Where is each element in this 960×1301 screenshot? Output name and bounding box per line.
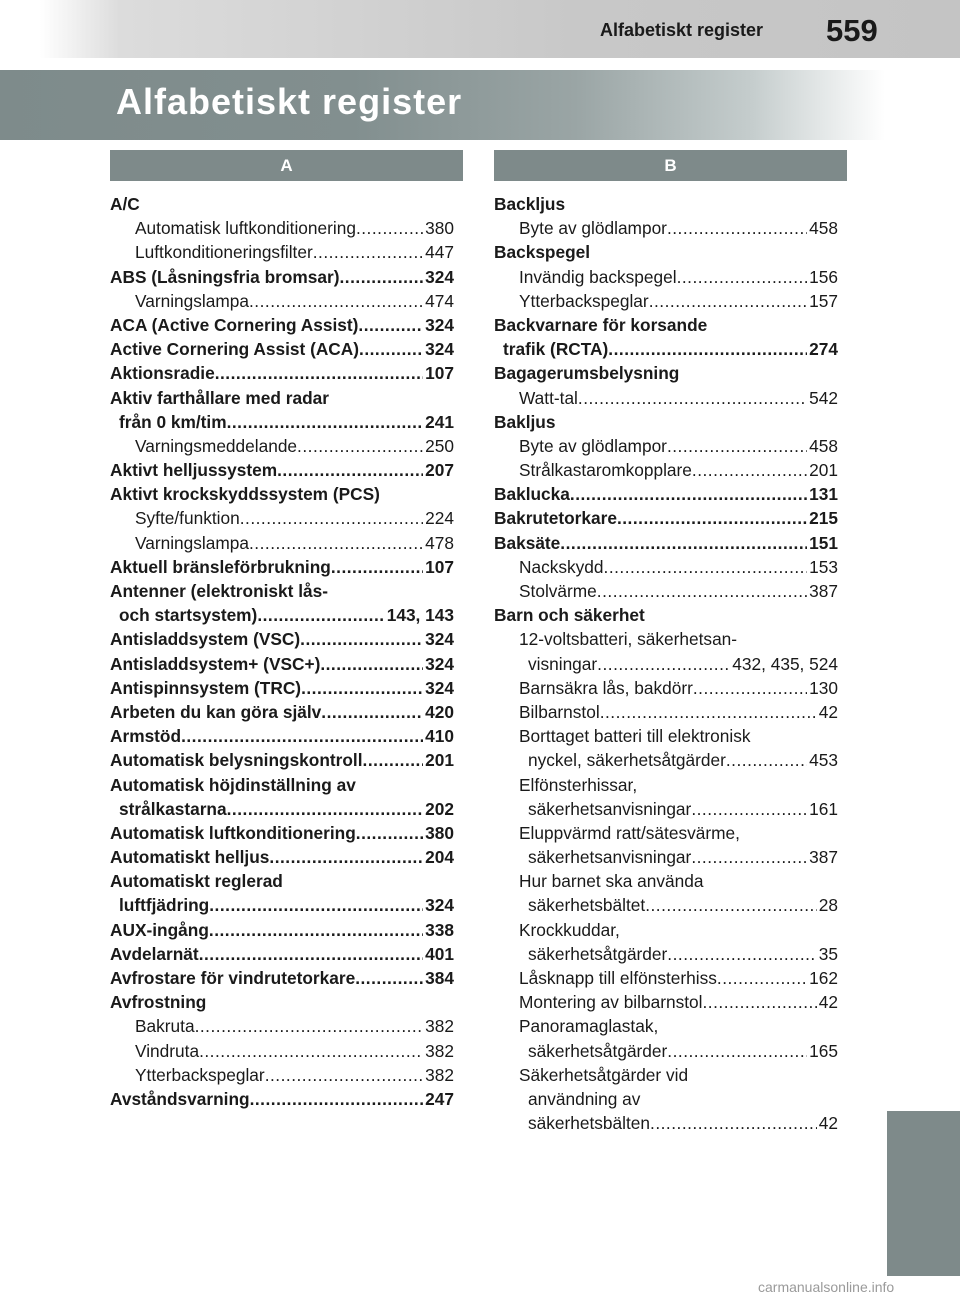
index-entry (110, 918, 454, 942)
index-entry (494, 386, 838, 410)
index-entry-term: ABS (Låsningsfria bromsar) (110, 266, 340, 287)
index-entry-page: 453 (809, 750, 838, 771)
index-entry-page: 324 (425, 895, 454, 916)
index-entry (110, 773, 454, 797)
dot-leader (331, 555, 423, 579)
dot-leader (600, 700, 817, 724)
index-entry-term: Backspegel (494, 242, 591, 263)
index-entry-term: Krockkuddar, (519, 919, 620, 940)
section-header-b: B (494, 150, 847, 181)
index-entry-page: 162 (809, 968, 838, 988)
index-entry-term: Antenner (elektroniskt lås- (110, 581, 328, 601)
index-entry-term: nyckel, säkerhetsåtgärder (528, 750, 726, 771)
index-entry-page: 324 (425, 339, 454, 360)
index-entry-term: Byte av glödlampor (519, 435, 667, 456)
index-entry-term: användning av (528, 1088, 641, 1109)
index-entry-term: Automatisk luftkonditionering (135, 218, 356, 239)
index-entry (110, 579, 454, 603)
index-entry-page: 382 (425, 1040, 454, 1061)
dot-leader (249, 531, 423, 555)
index-entry-page: 324 (425, 677, 454, 698)
dot-leader (692, 458, 807, 482)
index-entry-page: 380 (425, 218, 454, 239)
index-entry (110, 458, 454, 482)
dot-leader (717, 966, 807, 990)
index-entry-page: 107 (425, 363, 454, 384)
dot-leader (209, 893, 423, 917)
index-entry-page: 201 (425, 750, 454, 771)
index-entry (494, 700, 838, 724)
dot-leader (227, 797, 424, 821)
index-entry-term: säkerhetsanvisningar (528, 847, 692, 868)
index-entry-term: Arbeten du kan göra själv (110, 701, 322, 722)
index-entry-term: Låsknapp till elfönsterhiss (519, 968, 717, 988)
side-thumb-tab (887, 1111, 960, 1276)
index-entry (110, 700, 454, 724)
index-entry (494, 458, 838, 482)
index-entry (494, 869, 838, 893)
dot-leader (215, 361, 423, 385)
dot-leader (249, 289, 423, 313)
index-entry-page: 250 (425, 435, 454, 456)
index-entry-term: Automatisk luftkonditionering (110, 822, 356, 843)
index-entry-term: säkerhetsbältet (528, 895, 646, 916)
index-entry (494, 918, 838, 942)
index-entry (494, 797, 838, 821)
index-entry (494, 821, 838, 845)
index-entry-term: Baksäte (494, 532, 561, 553)
dot-leader (677, 265, 808, 289)
index-entry-page: 324 (425, 266, 454, 287)
index-entry-page: 401 (425, 943, 454, 964)
index-entry-term: Active Cornering Assist (ACA) (110, 339, 360, 360)
index-entry-page: 130 (809, 677, 838, 698)
index-entry-page: 151 (809, 532, 838, 553)
index-entry-term: Automatisk höjdinställning av (110, 774, 356, 795)
dot-leader (667, 216, 807, 240)
index-entry-page: 156 (809, 266, 838, 287)
index-entry-term: säkerhetsanvisningar (528, 798, 692, 819)
index-entry-term: säkerhetsåtgärder (528, 943, 668, 964)
index-entry-term: Hur barnet ska använda (519, 871, 704, 892)
index-entry (110, 192, 454, 216)
index-entry-term: Bagagerumsbelysning (494, 363, 680, 384)
index-entry (110, 1063, 454, 1087)
index-column-a (110, 192, 454, 1111)
index-entry (494, 652, 838, 676)
dot-leader (199, 1039, 423, 1063)
index-entry-page: 247 (425, 1088, 454, 1109)
index-entry-term: ACA (Active Cornering Assist) (110, 314, 359, 335)
index-entry-term: Montering av bilbarnstol (519, 992, 703, 1013)
index-entry-term: Aktivt helljussystem (110, 460, 278, 481)
index-entry-term: Nackskydd (519, 556, 604, 577)
index-entry (494, 482, 838, 506)
index-entry-page: 324 (425, 653, 454, 674)
index-entry (110, 652, 454, 676)
index-entry-page: 542 (809, 387, 838, 408)
index-entry-page: 432, 435, 524 (732, 653, 838, 674)
index-entry (494, 361, 838, 385)
dot-leader (693, 676, 807, 700)
index-entry (110, 627, 454, 651)
index-entry-page: 382 (425, 1016, 454, 1037)
dot-leader (355, 966, 423, 990)
index-entry (110, 313, 454, 337)
index-entry-term: Watt-tal (519, 387, 578, 408)
index-entry-term: säkerhetsåtgärder (528, 1040, 668, 1061)
dot-leader (691, 797, 807, 821)
index-entry-term: Aktivt krockskyddssystem (PCS) (110, 484, 380, 505)
section-header-a: A (110, 150, 463, 181)
index-entry-term: Armstöd (110, 726, 182, 747)
dot-leader (667, 1039, 807, 1063)
dot-leader (297, 434, 423, 458)
index-entry-page: 215 (809, 508, 838, 529)
dot-leader (560, 531, 807, 555)
index-entry (494, 676, 838, 700)
dot-leader (181, 724, 423, 748)
index-entry (494, 506, 838, 530)
index-entry-page: 131 (809, 484, 838, 505)
index-entry (494, 216, 838, 240)
index-entry-page: 324 (425, 314, 454, 335)
dot-leader (702, 990, 816, 1014)
dot-leader (321, 700, 423, 724)
index-entry (494, 1111, 838, 1135)
index-entry-page: 382 (425, 1064, 454, 1085)
dot-leader (578, 386, 807, 410)
dot-leader (277, 458, 423, 482)
index-entry (110, 482, 454, 506)
dot-leader (667, 434, 807, 458)
dot-leader (645, 893, 817, 917)
index-entry-page: 447 (425, 242, 454, 263)
index-entry-page: 28 (818, 895, 838, 916)
index-entry-term: Elfönsterhissar, (519, 774, 638, 795)
index-entry-term: Säkerhetsåtgärder vid (519, 1064, 689, 1085)
index-entry-page: 241 (425, 411, 454, 432)
index-entry (494, 337, 838, 361)
index-entry-term: Barn och säkerhet (494, 605, 645, 626)
index-entry-term: Aktiv farthållare med radar (110, 387, 329, 408)
dot-leader (269, 845, 423, 869)
index-entry-page: 42 (818, 1113, 838, 1134)
index-entry-term: Syfte/funktion (135, 508, 240, 529)
running-header-title: Alfabetiskt register (600, 20, 764, 40)
index-entry (494, 410, 838, 434)
index-entry (494, 240, 838, 264)
index-entry-term: Backljus (494, 194, 566, 214)
index-entry (110, 289, 454, 313)
index-entry (494, 531, 838, 555)
index-entry (110, 990, 454, 1014)
index-entry-term: Avståndsvarning (110, 1088, 250, 1109)
index-entry-term: Eluppvärmd ratt/sätesvärme, (519, 822, 740, 843)
index-entry-term: Varningsmeddelande (135, 435, 298, 456)
index-entry-term: Avdelarnät (110, 943, 199, 964)
index-entry-term: Barnsäkra lås, bakdörr (519, 677, 693, 698)
index-entry (494, 1039, 838, 1063)
index-entry-page: 458 (809, 218, 838, 239)
index-entry-page: 161 (809, 798, 838, 819)
dot-leader (227, 410, 424, 434)
index-entry-term: Ytterbackspeglar (135, 1064, 265, 1085)
dot-leader (250, 1087, 424, 1111)
dot-leader (199, 942, 423, 966)
index-entry-page: 324 (425, 629, 454, 650)
index-entry-term: Vindruta (135, 1040, 200, 1061)
index-entry-term: visningar (528, 653, 598, 674)
index-entry (110, 1087, 454, 1111)
index-entry-page: 458 (809, 435, 838, 456)
index-entry (494, 1063, 838, 1087)
index-entry (110, 748, 454, 772)
index-entry-page: 202 (425, 798, 454, 819)
index-entry (494, 748, 838, 772)
index-entry-page: 207 (425, 460, 454, 481)
index-entry (494, 555, 838, 579)
index-entry (110, 724, 454, 748)
index-entry-term: Avfrostare för vindrutetorkare (110, 968, 356, 988)
index-entry-page: 42 (818, 701, 838, 722)
index-entry (110, 966, 454, 990)
index-entry (110, 216, 454, 240)
index-entry-page: 165 (809, 1040, 838, 1061)
dot-leader (358, 313, 423, 337)
dot-leader (570, 482, 807, 506)
index-entry-term: Stolvärme (519, 581, 597, 601)
dot-leader (313, 240, 423, 264)
index-entry-term: Borttaget batteri till elektronisk (519, 726, 751, 747)
index-entry-page: 224 (425, 508, 454, 529)
index-entry-term: Avfrostning (110, 992, 207, 1013)
dot-leader (301, 676, 423, 700)
index-entry (494, 966, 838, 990)
index-entry-term: Aktuell bränsleförbrukning (110, 556, 331, 577)
index-entry (110, 555, 454, 579)
index-entry (494, 265, 838, 289)
index-entry-term: Automatisk belysningskontroll (110, 750, 363, 771)
index-entry-term: strålkastarna (119, 798, 227, 819)
index-entry (494, 434, 838, 458)
index-entry (110, 434, 454, 458)
index-entry-page: 387 (809, 847, 838, 868)
index-entry-page: 384 (425, 968, 454, 988)
dot-leader (726, 748, 807, 772)
dot-leader (650, 1111, 817, 1135)
index-entry (494, 893, 838, 917)
index-entry (110, 1039, 454, 1063)
top-bar (0, 0, 960, 58)
index-entry (110, 531, 454, 555)
dot-leader (356, 216, 423, 240)
index-entry-page: 107 (425, 556, 454, 577)
index-entry-term: A/C (110, 194, 140, 214)
index-entry-term: Bakruta (135, 1016, 195, 1037)
index-entry (494, 289, 838, 313)
index-entry-term: AUX-ingång (110, 919, 209, 940)
dot-leader (597, 579, 807, 603)
index-entry-term: Strålkastaromkopplare (519, 460, 692, 481)
dot-leader (265, 1063, 423, 1087)
index-entry-page: 204 (425, 847, 454, 868)
index-entry-term: Byte av glödlampor (519, 218, 667, 239)
index-entry-term: luftfjädring (119, 895, 210, 916)
index-entry (110, 797, 454, 821)
index-entry-page: 478 (425, 532, 454, 553)
index-entry-term: Antisladdsystem+ (VSC+) (110, 653, 321, 674)
dot-leader (300, 627, 423, 651)
dot-leader (240, 506, 423, 530)
index-entry-page: 274 (809, 339, 838, 360)
index-entry-term: Aktionsradie (110, 363, 215, 384)
index-entry (494, 942, 838, 966)
index-entry (494, 773, 838, 797)
index-entry (494, 1087, 838, 1111)
index-entry (494, 313, 838, 337)
index-entry-page: 474 (425, 290, 454, 311)
page-number: 559 (826, 13, 878, 48)
dot-leader (617, 506, 807, 530)
index-entry-term: Backvarnare för korsande (494, 314, 708, 335)
index-entry-term: Varningslampa (135, 532, 249, 553)
dot-leader (320, 652, 423, 676)
index-entry-term: trafik (RCTA) (503, 339, 609, 360)
index-entry (494, 990, 838, 1014)
index-entry (110, 845, 454, 869)
dot-leader (691, 845, 807, 869)
index-entry (110, 265, 454, 289)
index-entry (494, 627, 838, 651)
index-entry-page: 410 (425, 726, 454, 747)
index-entry (110, 603, 454, 627)
index-entry-term: 12-voltsbatteri, säkerhetsan- (519, 629, 738, 650)
index-entry (494, 845, 838, 869)
index-entry-term: Ytterbackspeglar (519, 290, 649, 311)
index-entry-term: från 0 km/tim (119, 411, 227, 432)
index-entry (110, 240, 454, 264)
index-entry (494, 724, 838, 748)
index-entry-term: Antisladdsystem (VSC) (110, 629, 301, 650)
page-title: Alfabetiskt register (116, 81, 463, 122)
index-entry-term: Bakljus (494, 411, 556, 432)
index-entry-term: Antispinnsystem (TRC) (110, 677, 302, 698)
index-entry (494, 603, 838, 627)
index-entry (110, 361, 454, 385)
dot-leader (257, 603, 384, 627)
index-entry-term: Automatiskt reglerad (110, 871, 283, 892)
dot-leader (649, 289, 807, 313)
index-entry-page: 380 (425, 822, 454, 843)
index-entry (110, 942, 454, 966)
index-entry (494, 1014, 838, 1038)
index-entry-term: Baklucka (494, 484, 570, 505)
watermark: carmanualsonline.info (758, 1279, 895, 1295)
index-entry (110, 1014, 454, 1038)
index-entry-page: 387 (809, 581, 838, 601)
index-entry-page: 143, 143 (386, 605, 454, 626)
dot-leader (597, 652, 730, 676)
index-entry-term: Bakrutetorkare (494, 508, 617, 529)
index-entry-page: 42 (818, 992, 838, 1013)
index-column-b (494, 192, 838, 1135)
index-entry-term: Luftkonditioneringsfilter (135, 242, 313, 263)
index-entry (494, 192, 838, 216)
dot-leader (356, 821, 423, 845)
index-entry-page: 420 (425, 701, 454, 722)
index-entry-page: 201 (809, 460, 838, 481)
dot-leader (608, 337, 807, 361)
index-entry (110, 869, 454, 893)
dot-leader (340, 265, 424, 289)
index-entry (110, 893, 454, 917)
dot-leader (604, 555, 808, 579)
dot-leader (667, 942, 816, 966)
index-entry (110, 821, 454, 845)
index-entry (110, 386, 454, 410)
index-entry (110, 506, 454, 530)
title-banner (0, 70, 885, 140)
index-entry-page: 157 (809, 290, 838, 311)
index-entry-page: 153 (809, 556, 838, 577)
index-entry-term: säkerhetsbälten (528, 1113, 651, 1134)
index-entry-page: 338 (425, 919, 454, 940)
dot-leader (209, 918, 423, 942)
index-entry-term: Varningslampa (135, 290, 249, 311)
index-entry-term: Panoramaglastak, (519, 1016, 659, 1037)
dot-leader (195, 1014, 424, 1038)
index-entry (494, 579, 838, 603)
index-entry (110, 410, 454, 434)
index-entry (110, 676, 454, 700)
index-entry-term: och startsystem) (119, 605, 258, 626)
index-entry-term: Automatiskt helljus (110, 847, 270, 868)
index-entry-term: Bilbarnstol (519, 701, 600, 722)
dot-leader (359, 337, 423, 361)
index-entry-term: Invändig backspegel (519, 266, 677, 287)
dot-leader (363, 748, 424, 772)
index-entry-page: 35 (818, 943, 838, 964)
index-entry (110, 337, 454, 361)
